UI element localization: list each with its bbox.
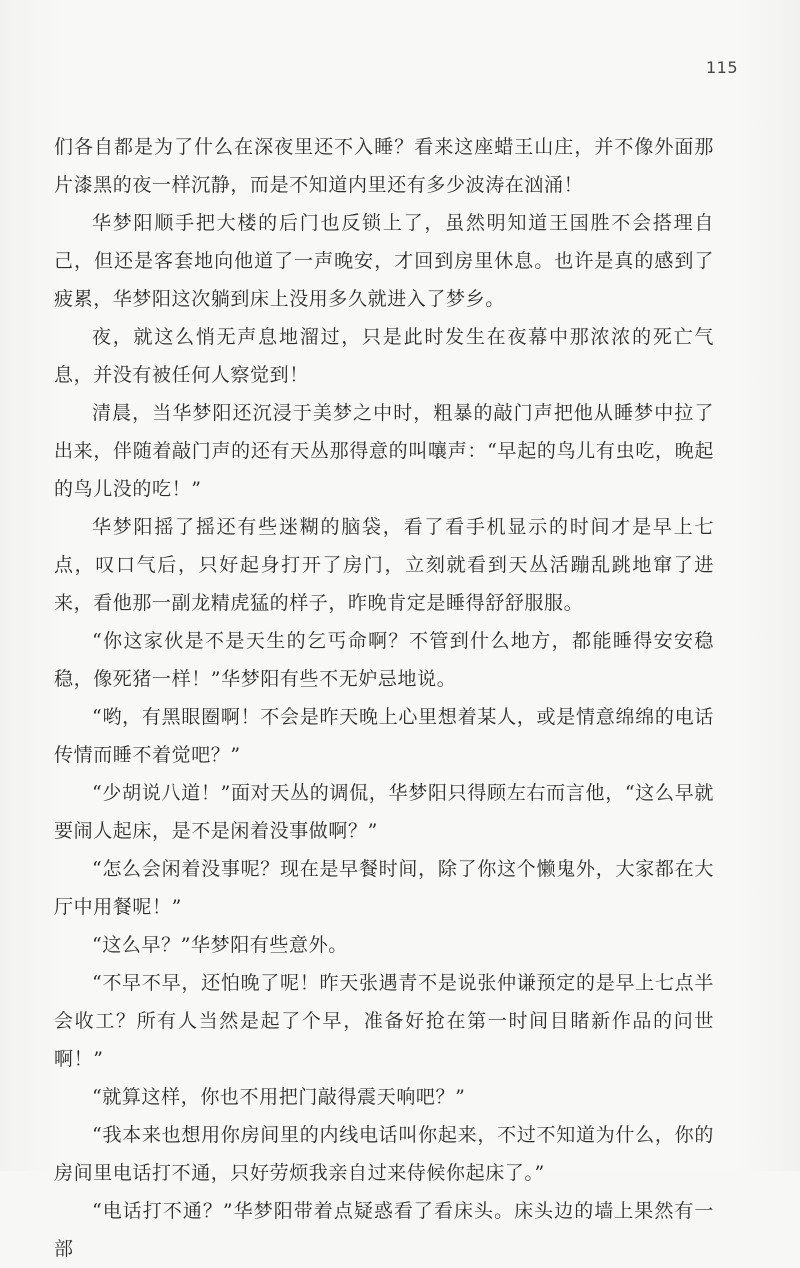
paragraph-10: “这么早？”华梦阳有些意外。: [92, 934, 348, 956]
page-number: 115: [705, 58, 738, 77]
paragraph-3: 夜，就这么悄无声息地溜过，只是此时发生在夜幕中那浓浓的死亡气息，并没有被任何人察觉到！: [54, 326, 714, 386]
paragraph-1: 们各自都是为了什么在深夜里还不入睡？看来这座蜡王山庄，并不像外面那片漆黑的夜一样沉静，而是不知道内里还有多少波涛在汹涌！: [54, 136, 714, 196]
paragraph-14: “电话打不通？”华梦阳带着点疑惑看了看床头。床头边的墙上果然有一部: [54, 1200, 714, 1260]
paragraph-13: “我本来也想用你房间里的内线电话叫你起来，不过不知道为什么，你的房间里电话打不通，只好劳烦我亲自过来侍候你起床了。”: [54, 1124, 714, 1184]
paragraph-5: 华梦阳摇了摇还有些迷糊的脑袋，看了看手机显示的时间才是早上七点，叹口气后，只好起身打开了房门，立刻就看到天丛活蹦乱跳地窜了进来，看他那一副龙精虎猛的样子，昨晚肯定是睡得舒舒服服。: [54, 516, 714, 614]
body-text: [54, 128, 714, 1268]
paragraph-2: 华梦阳顺手把大楼的后门也反锁上了，虽然明知道王国胜不会搭理自己，但还是客套地向他道了一声晚安，才回到房里休息。也许是真的感到了疲累，华梦阳这次躺到床上没用多久就进入了梦乡。: [54, 212, 714, 310]
paragraph-9: “怎么会闲着没事呢？现在是早餐时间，除了你这个懒鬼外，大家都在大厅中用餐呢！”: [54, 858, 714, 918]
paragraph-12: “就算这样，你也不用把门敲得震天响吧？”: [92, 1086, 466, 1108]
paragraph-7: “哟，有黑眼圈啊！不会是昨天晚上心里想着某人，或是情意绵绵的电话传情而睡不着觉吧？”: [54, 706, 714, 766]
paragraph-8: “少胡说八道！”面对天丛的调侃，华梦阳只得顾左右而言他，“这么早就要闹人起床，是不是闲着没事做啊？”: [54, 782, 714, 842]
paragraph-4: 清晨，当华梦阳还沉浸于美梦之中时，粗暴的敲门声把他从睡梦中拉了出来，伴随着敲门声的还有天丛那得意的叫嚷声：“早起的鸟儿有虫吃，晚起的鸟儿没的吃！”: [54, 402, 714, 500]
paragraph-6: “你这家伙是不是天生的乞丐命啊？不管到什么地方，都能睡得安安稳稳，像死猪一样！”华梦阳有些不无妒忌地说。: [54, 630, 714, 690]
paragraph-11: “不早不早，还怕晚了呢！昨天张遇青不是说张仲谦预定的是早上七点半会收工？所有人当然是起了个早，准备好抢在第一时间目睹新作品的问世啊！”: [54, 972, 714, 1070]
